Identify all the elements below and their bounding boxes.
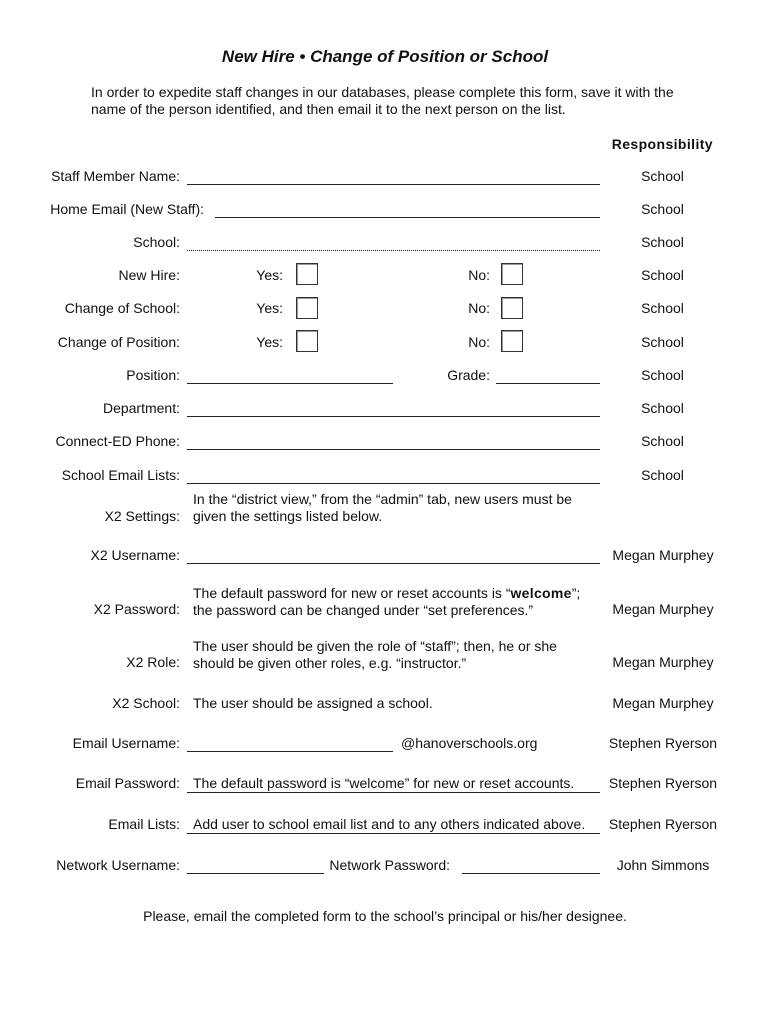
connect-ed-phone-responsibility: School	[641, 433, 684, 449]
grade-label: Grade:	[447, 367, 490, 383]
email-password-text: The default password is “welcome” for new or reset accounts.	[193, 775, 575, 791]
change-of-school-label: Change of School:	[64, 300, 180, 316]
home-email-responsibility: School	[641, 201, 684, 217]
connect-ed-phone-field[interactable]	[187, 449, 600, 450]
change-of-position-yes-checkbox[interactable]	[296, 330, 318, 352]
email-username-field[interactable]	[187, 751, 393, 752]
email-password-responsibility: Stephen Ryerson	[608, 775, 718, 791]
x2-role-text: The user should be given the role of “staff”; then, he or she should be given other roles, e.g. “instructor.”	[193, 638, 557, 671]
change-of-school-yes-checkbox[interactable]	[296, 297, 318, 319]
position-label: Position:	[126, 367, 180, 383]
x2-username-field[interactable]	[187, 563, 600, 564]
x2-role-responsibility: Megan Murphey	[612, 654, 714, 670]
x2-school-text: The user should be assigned a school.	[193, 695, 433, 711]
email-username-responsibility: Stephen Ryerson	[608, 735, 718, 751]
x2-school-responsibility: Megan Murphey	[612, 695, 714, 711]
network-password-field[interactable]	[462, 873, 600, 874]
x2-password-label: X2 Password:	[93, 601, 180, 617]
change-of-school-no-checkbox[interactable]	[501, 297, 523, 319]
x2-school-label: X2 School:	[112, 695, 180, 711]
home-email-label: Home Email (New Staff):	[50, 201, 204, 217]
staff-member-name-label: Staff Member Name:	[51, 168, 180, 184]
change-of-school-yes-label: Yes:	[256, 300, 283, 316]
school-label: School:	[133, 234, 180, 250]
x2-password-text	[193, 585, 593, 619]
position-field[interactable]	[187, 383, 393, 384]
school-responsibility: School	[641, 234, 684, 250]
change-of-position-label: Change of Position:	[57, 334, 180, 350]
school-email-lists-responsibility: School	[641, 467, 684, 483]
connect-ed-phone-label: Connect-ED Phone:	[55, 433, 180, 449]
home-email-field[interactable]	[215, 217, 600, 218]
new-hire-no-checkbox[interactable]	[501, 263, 523, 285]
school-field[interactable]	[187, 250, 600, 251]
responsibility-header: Responsibility	[611, 136, 713, 152]
new-hire-no-label: No:	[468, 267, 490, 283]
email-lists-text: Add user to school email list and to any others indicated above.	[193, 816, 586, 832]
network-username-label: Network Username:	[56, 857, 180, 873]
staff-member-name-field[interactable]	[187, 184, 600, 185]
change-of-school-responsibility: School	[641, 300, 684, 316]
email-username-label: Email Username:	[72, 735, 180, 751]
department-responsibility: School	[641, 400, 684, 416]
school-email-lists-label: School Email Lists:	[61, 467, 180, 483]
network-password-label: Network Password:	[329, 857, 450, 873]
email-password-label: Email Password:	[75, 775, 180, 791]
new-hire-yes-label: Yes:	[256, 267, 283, 283]
x2-password-text-before: The default password for new or reset accounts is “	[193, 585, 511, 601]
x2-role-label: X2 Role:	[126, 654, 180, 670]
grade-field[interactable]	[496, 383, 600, 384]
footer-instruction: Please, email the completed form to the school’s principal or his/her designee.	[143, 908, 627, 924]
email-domain: @hanoverschools.org	[401, 735, 538, 751]
new-hire-responsibility: School	[641, 267, 684, 283]
email-lists-label: Email Lists:	[108, 816, 180, 832]
x2-password-responsibility: Megan Murphey	[612, 601, 714, 617]
x2-settings-label: X2 Settings:	[104, 508, 180, 524]
x2-username-label: X2 Username:	[90, 547, 180, 563]
form-title: New Hire • Change of Position or School	[221, 47, 549, 66]
email-lists-underline	[187, 833, 600, 834]
department-field[interactable]	[187, 416, 600, 417]
network-responsibility: John Simmons	[616, 857, 710, 873]
change-of-school-no-label: No:	[468, 300, 490, 316]
email-password-underline	[187, 792, 600, 793]
change-of-position-no-checkbox[interactable]	[501, 330, 523, 352]
new-hire-label: New Hire:	[118, 267, 180, 283]
staff-member-name-responsibility: School	[641, 168, 684, 184]
x2-username-responsibility: Megan Murphey	[612, 547, 714, 563]
email-lists-responsibility: Stephen Ryerson	[608, 816, 718, 832]
intro-text: In order to expedite staff changes in our databases, please complete this form, save it with the name of the person identified, and then email it to the next person on the list.	[91, 84, 674, 117]
new-hire-yes-checkbox[interactable]	[296, 263, 318, 285]
x2-settings-text: In the “district view,” from the “admin” tab, new users must be given the settings listed below.	[193, 491, 572, 524]
position-responsibility: School	[641, 367, 684, 383]
x2-password-keyword: welcome	[510, 585, 572, 601]
change-of-position-no-label: No:	[468, 334, 490, 350]
network-username-field[interactable]	[187, 873, 324, 874]
school-email-lists-field[interactable]	[187, 483, 600, 484]
change-of-position-responsibility: School	[641, 334, 684, 350]
x2-password-text-after: ”; the password can be changed under “set preferences.”	[193, 585, 581, 618]
change-of-position-yes-label: Yes:	[256, 334, 283, 350]
department-label: Department:	[102, 400, 180, 416]
